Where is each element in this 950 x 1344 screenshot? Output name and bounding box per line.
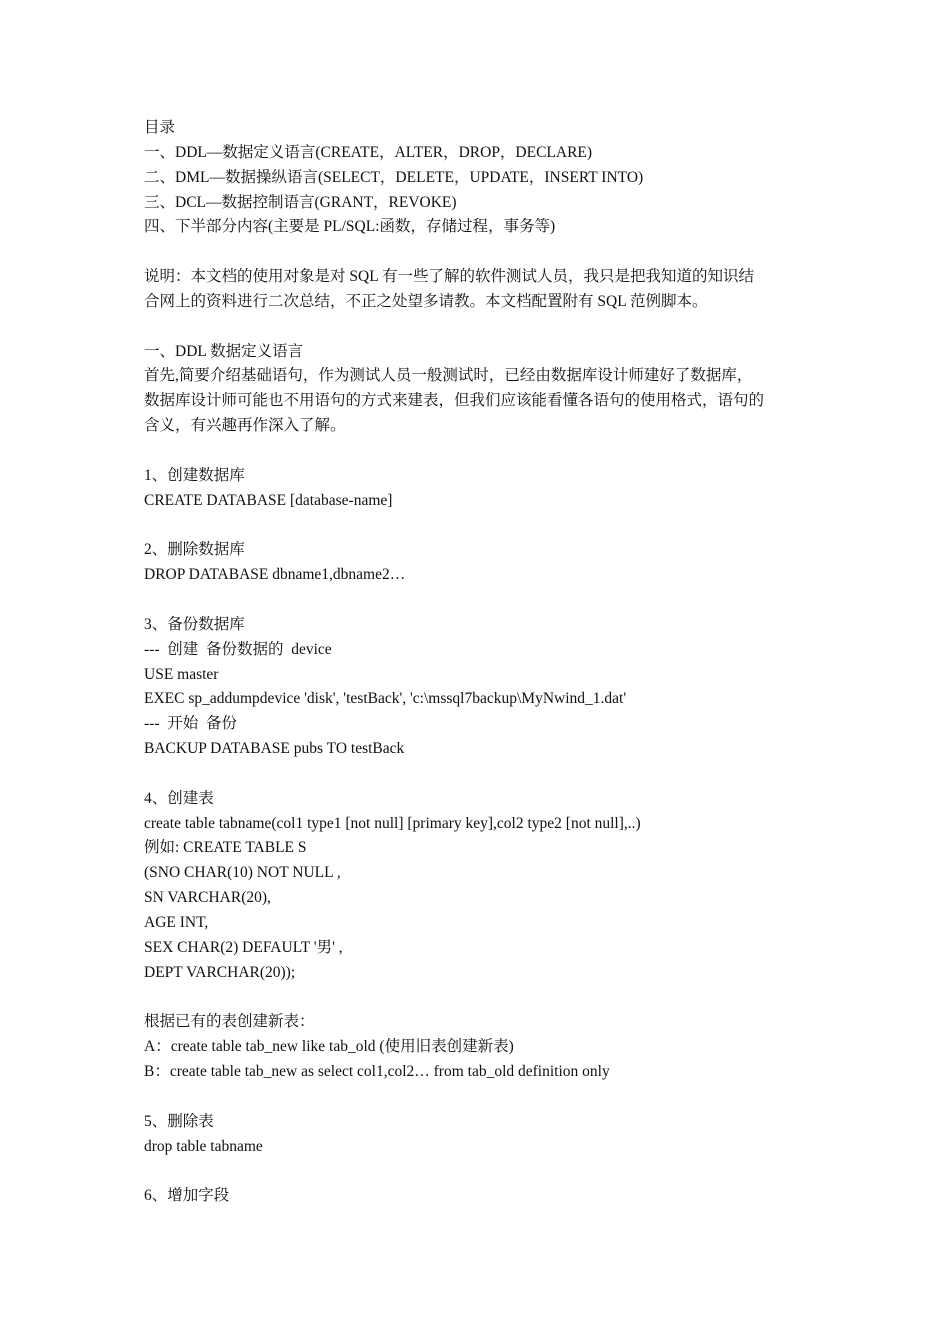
spacer <box>144 240 814 265</box>
subsection-heading: 根据已有的表创建新表： <box>144 1013 315 1031</box>
intro-line-2: 数据库设计师可能也不用语句的方式来建表，但我们应该能看懂各语句的使用格式，语句的 <box>144 392 765 410</box>
intro-line-3: 含义，有兴趣再作深入了解。 <box>144 417 346 435</box>
code-comment: --- 开始 备份 <box>144 715 237 733</box>
toc-item-plsql: 四、下半部分内容(主要是 PL/SQL:函数，存储过程，事务等) <box>144 218 556 236</box>
code-line: drop table tabname <box>144 1137 263 1155</box>
toc-item-ddl: 一、DDL—数据定义语言(CREATE，ALTER，DROP，DECLARE) <box>144 143 593 161</box>
spacer <box>144 315 814 340</box>
spacer <box>144 1159 814 1184</box>
code-comment: --- 创建 备份数据的 device <box>144 640 332 658</box>
step-2-heading: 2、删除数据库 <box>144 541 245 559</box>
code-line: create table tabname(col1 type1 [not null] [primary key],col2 type2 [not null],..) <box>144 814 641 832</box>
step-4-heading: 4、创建表 <box>144 789 214 807</box>
code-line: DEPT VARCHAR(20)); <box>144 963 296 981</box>
section-heading-ddl: 一、DDL 数据定义语言 <box>144 342 304 360</box>
code-line: SEX CHAR(2) DEFAULT '男' , <box>144 938 343 956</box>
note-line-1: 说明：本文档的使用对象是对 SQL 有一些了解的软件测试人员，我只是把我知道的知识结 <box>144 268 754 286</box>
code-line: B：create table tab_new as select col1,col2… from tab_old definition only <box>144 1063 610 1081</box>
code-line: USE master <box>144 665 219 683</box>
code-line: CREATE DATABASE [database-name] <box>144 491 393 509</box>
spacer <box>144 588 814 613</box>
toc-heading: 目录 <box>144 119 176 136</box>
spacer <box>144 514 814 539</box>
code-line: BACKUP DATABASE pubs TO testBack <box>144 740 405 758</box>
code-line: A：create table tab_new like tab_old (使用旧表创建新表) <box>144 1038 514 1056</box>
spacer <box>144 439 814 464</box>
toc-item-dml: 二、DML—数据操纵语言(SELECT，DELETE，UPDATE，INSERT INTO) <box>144 168 644 186</box>
toc-item-dcl: 三、DCL—数据控制语言(GRANT，REVOKE) <box>144 193 457 211</box>
step-3-heading: 3、备份数据库 <box>144 615 245 633</box>
intro-line-1: 首先,简要介绍基础语句，作为测试人员一般测试时，已经由数据库设计师建好了数据库， <box>144 367 753 385</box>
step-1-heading: 1、创建数据库 <box>144 466 245 484</box>
step-6-heading: 6、增加字段 <box>144 1187 230 1205</box>
spacer <box>144 986 814 1011</box>
code-line: DROP DATABASE dbname1,dbname2… <box>144 566 406 584</box>
step-5-heading: 5、删除表 <box>144 1112 214 1130</box>
code-line: AGE INT, <box>144 914 209 931</box>
spacer <box>144 1085 814 1110</box>
note-line-2: 合网上的资料进行二次总结，不正之处望多请教。本文档配置附有 SQL 范例脚本。 <box>144 292 708 310</box>
code-line: EXEC sp_addumpdevice 'disk', 'testBack', 'c:\mssql7backup\MyNwind_1.dat' <box>144 690 627 708</box>
code-line: SN VARCHAR(20), <box>144 889 271 907</box>
spacer <box>144 762 814 787</box>
code-line: 例如: CREATE TABLE S <box>144 839 307 857</box>
document-page <box>144 116 814 1209</box>
code-line: (SNO CHAR(10) NOT NULL , <box>144 864 341 882</box>
